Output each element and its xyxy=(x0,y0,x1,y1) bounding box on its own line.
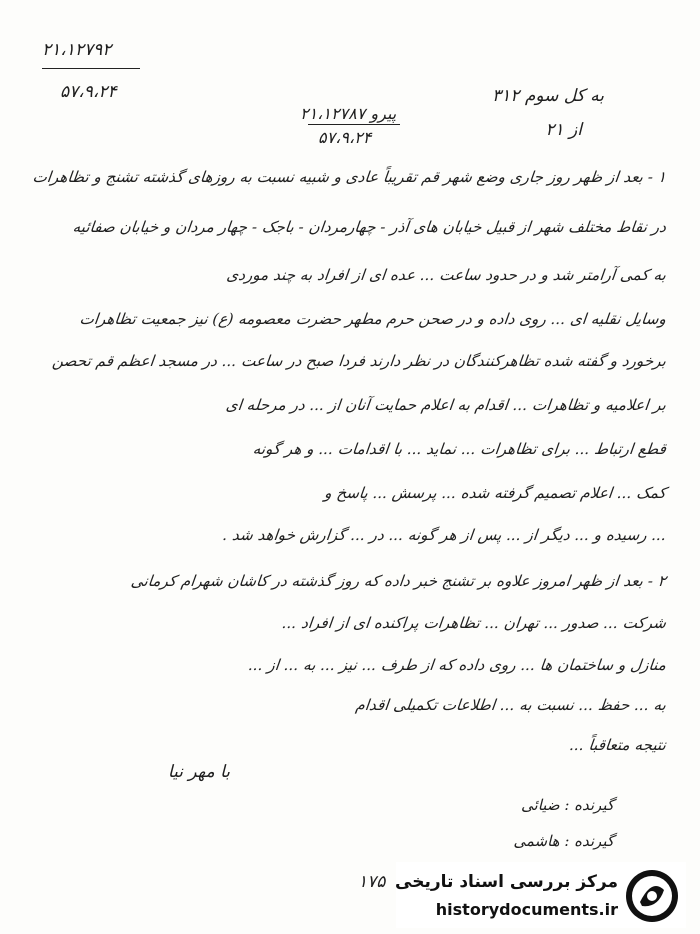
body-line: به ... حفظ ... نسبت به ... اطلاعات تکمیلی اقدام xyxy=(354,696,667,714)
ref-number-center: پیرو ۲۱،۱۲۷۸۷ xyxy=(300,104,397,123)
body-line: قطع ارتباط ... برای تظاهرات ... نماید ... با اقدامات ... و هر گونه xyxy=(251,440,667,458)
body-line: به کمی آرامتر شد و در حدود ساعت ... عده ای از افراد به چند موردی xyxy=(225,266,667,284)
body-line: ۲ - بعد از ظهر امروز علاوه بر تشنج خبر داده که روز گذشته در کاشان شهرام کرمانی xyxy=(130,572,667,590)
body-line: منازل و ساختمان ها ... روی داده که از طرف ... نیز ... به ... از ... xyxy=(247,656,667,674)
signoff-recipient-1: گیرنده : ضیائی xyxy=(521,796,614,814)
body-line: بر اعلامیه و تظاهرات ... اقدام به اعلام حمایت آنان از ... در مرحله ای xyxy=(224,396,667,414)
body-line: ۱ - بعد از ظهر روز جاری وضع شهر قم تقریباً عادی و شبیه نسبت به روزهای گذشته تشنج و تظاهرات xyxy=(31,168,667,186)
signoff-recipient-2: گیرنده : هاشمی xyxy=(513,832,614,850)
closing-signature: با مهر نیا xyxy=(167,762,230,782)
ref-date-top-left: ۵۷،۹،۲۴ xyxy=(60,82,117,102)
body-line: کمک ... اعلام تصمیم گرفته شده ... پرسش ... پاسخ و xyxy=(323,484,667,502)
watermark-text-fa: مرکز بررسی اسناد تاریخی xyxy=(395,872,618,892)
body-line: وسایل نقلیه ای ... روی داده و در صحن حرم مطهر حضرت معصومه (ع) نیز جمعیت تظاهرات xyxy=(78,310,667,328)
ref-underline-top-left xyxy=(42,68,140,69)
body-line: نتیجه متعاقباً ... xyxy=(568,736,667,754)
body-line: در نقاط مختلف شهر از قبیل خیابان های آذر - چهارمردان - باجک - چهار مردان و خیابان صفائیه xyxy=(71,218,667,236)
ref-from: از ۲۱ xyxy=(545,120,582,140)
ref-addressee: به کل سوم ۳۱۲ xyxy=(492,86,604,106)
bottom-code: ۱۷۵ xyxy=(358,872,386,892)
archive-logo-icon xyxy=(624,868,680,924)
archive-watermark xyxy=(396,862,686,928)
body-line: ... رسیده و ... دیگر از ... پس از هر گونه ... در ... گزارش خواهد شد . xyxy=(221,526,667,544)
body-line: برخورد و گفته شده تظاهرکنندگان در نظر دارند فردا صبح در ساعت ... در مسجد اعظم قم تحصن xyxy=(51,352,667,370)
body-line: شرکت ... صدور ... تهران ... تظاهرات پراکنده ای از افراد ... xyxy=(280,614,667,632)
ref-date-center: ۵۷،۹،۲۴ xyxy=(318,128,372,147)
watermark-text-en: historydocuments.ir xyxy=(435,900,618,919)
ref-number-top-left: ۲۱،۱۲۷۹۲ xyxy=(42,40,112,60)
ref-underline-center xyxy=(308,124,400,125)
